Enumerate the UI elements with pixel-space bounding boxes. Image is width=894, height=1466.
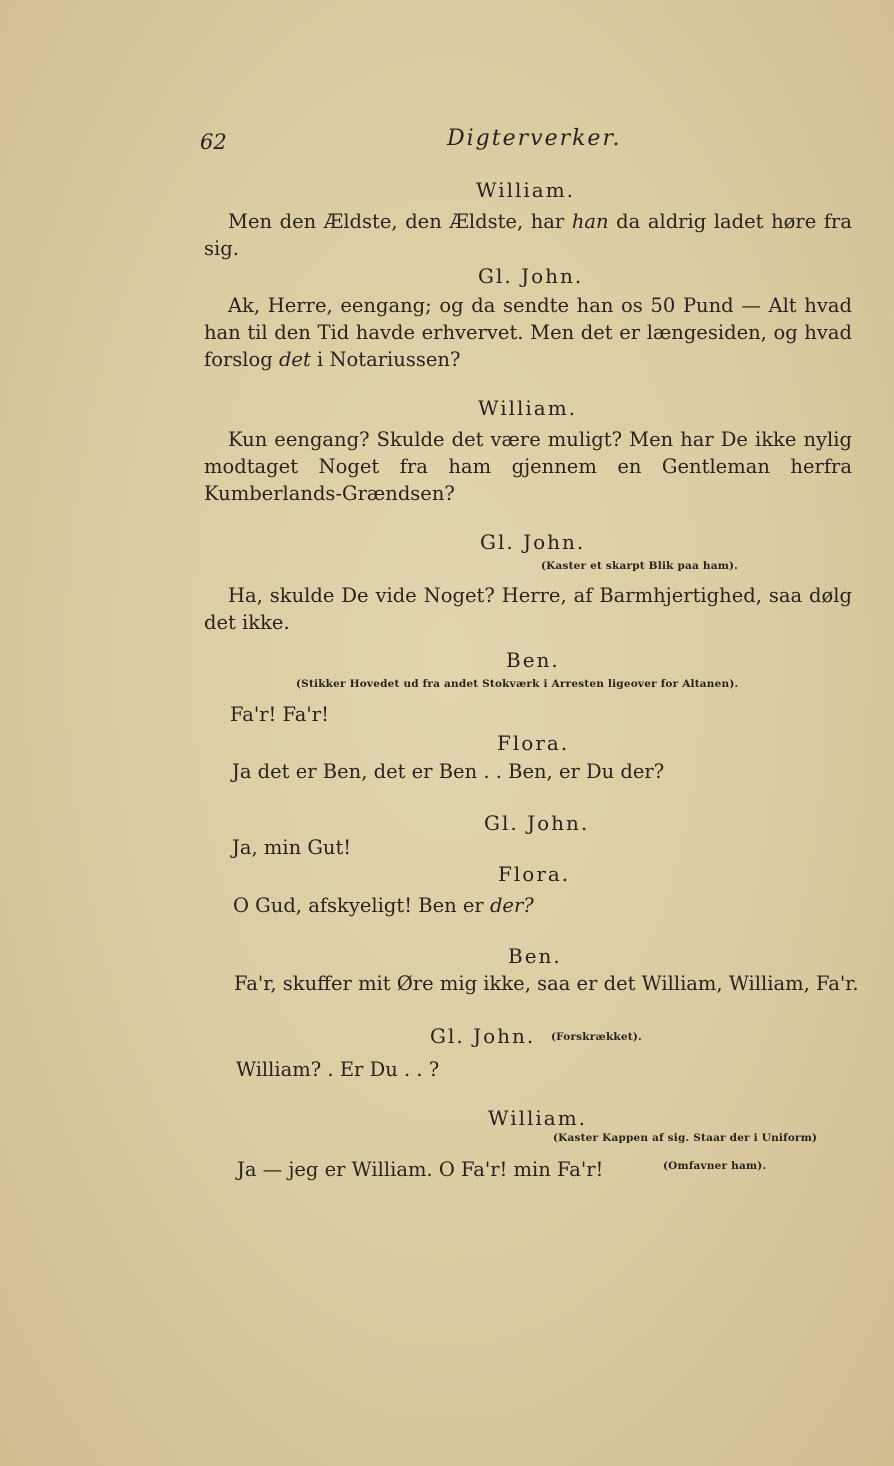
speaker-name: William. — [488, 1106, 588, 1130]
speech-emphasis: han — [571, 210, 609, 233]
page-number: 62 — [200, 130, 227, 154]
speaker-name: Ben. — [508, 944, 562, 968]
speech-text: Men den Ældste, den Ældste, har han da aldrig ladet høre fra sig. — [204, 210, 852, 260]
speaker-name: Flora. — [497, 731, 570, 755]
speaker-name: Gl. John. — [480, 530, 586, 554]
speech-text: Fa'r! Fa'r! — [230, 703, 329, 726]
stage-direction: (Omfavner ham). — [663, 1160, 767, 1172]
stage-direction: (Stikker Hovedet ud fra andet Stokværk i Arresten ligeover for Altanen). — [296, 678, 739, 690]
speech-text: Kun eengang? Skulde det være muligt? Men har De ikke nylig modtaget Noget fra ham gjennem en Gentleman herfra Kumberlands-Grændsen? — [204, 428, 852, 505]
running-title: Digterverker. — [447, 126, 622, 151]
speaker-name: William. — [478, 396, 578, 420]
speech-text: Ja, min Gut! — [232, 836, 352, 859]
stage-direction: (Forskrækket). — [551, 1031, 642, 1043]
speaker-name: William. — [476, 178, 576, 202]
speech-text: Fa'r, skuffer mit Øre mig ikke, saa er det William, William, Fa'r. — [234, 972, 859, 995]
speech-text: Ja det er Ben, det er Ben . . Ben, er Du der? — [232, 760, 665, 783]
stage-direction: (Kaster Kappen af sig. Staar der i Uniform) — [553, 1132, 818, 1144]
stage-direction: (Kaster et skarpt Blik paa ham). — [541, 560, 739, 572]
speaker-name: Flora. — [498, 862, 571, 886]
speaker-name: Gl. John. — [430, 1024, 536, 1048]
speaker-name: Ben. — [506, 648, 560, 672]
speaker-name: Gl. John. — [478, 264, 584, 288]
speech-emphasis: det — [278, 348, 311, 371]
speech-emphasis: der? — [489, 894, 534, 917]
speech-text: William? . Er Du . . ? — [236, 1058, 440, 1081]
speech-text: Ja — jeg er William. O Fa'r! min Fa'r! — [237, 1158, 604, 1181]
speech-text: O Gud, afskyeligt! Ben er der? — [233, 894, 534, 917]
speaker-name: Gl. John. — [484, 811, 590, 835]
speech-text: Ak, Herre, eengang; og da sendte han os 50 Pund — Alt hvad han til den Tid havde erhvervet. Men det er længesiden, og hvad forslog det i Notariussen? — [204, 294, 852, 371]
speech-text: Ha, skulde De vide Noget? Herre, af Barmhjertighed, saa dølg det ikke. — [204, 584, 852, 634]
